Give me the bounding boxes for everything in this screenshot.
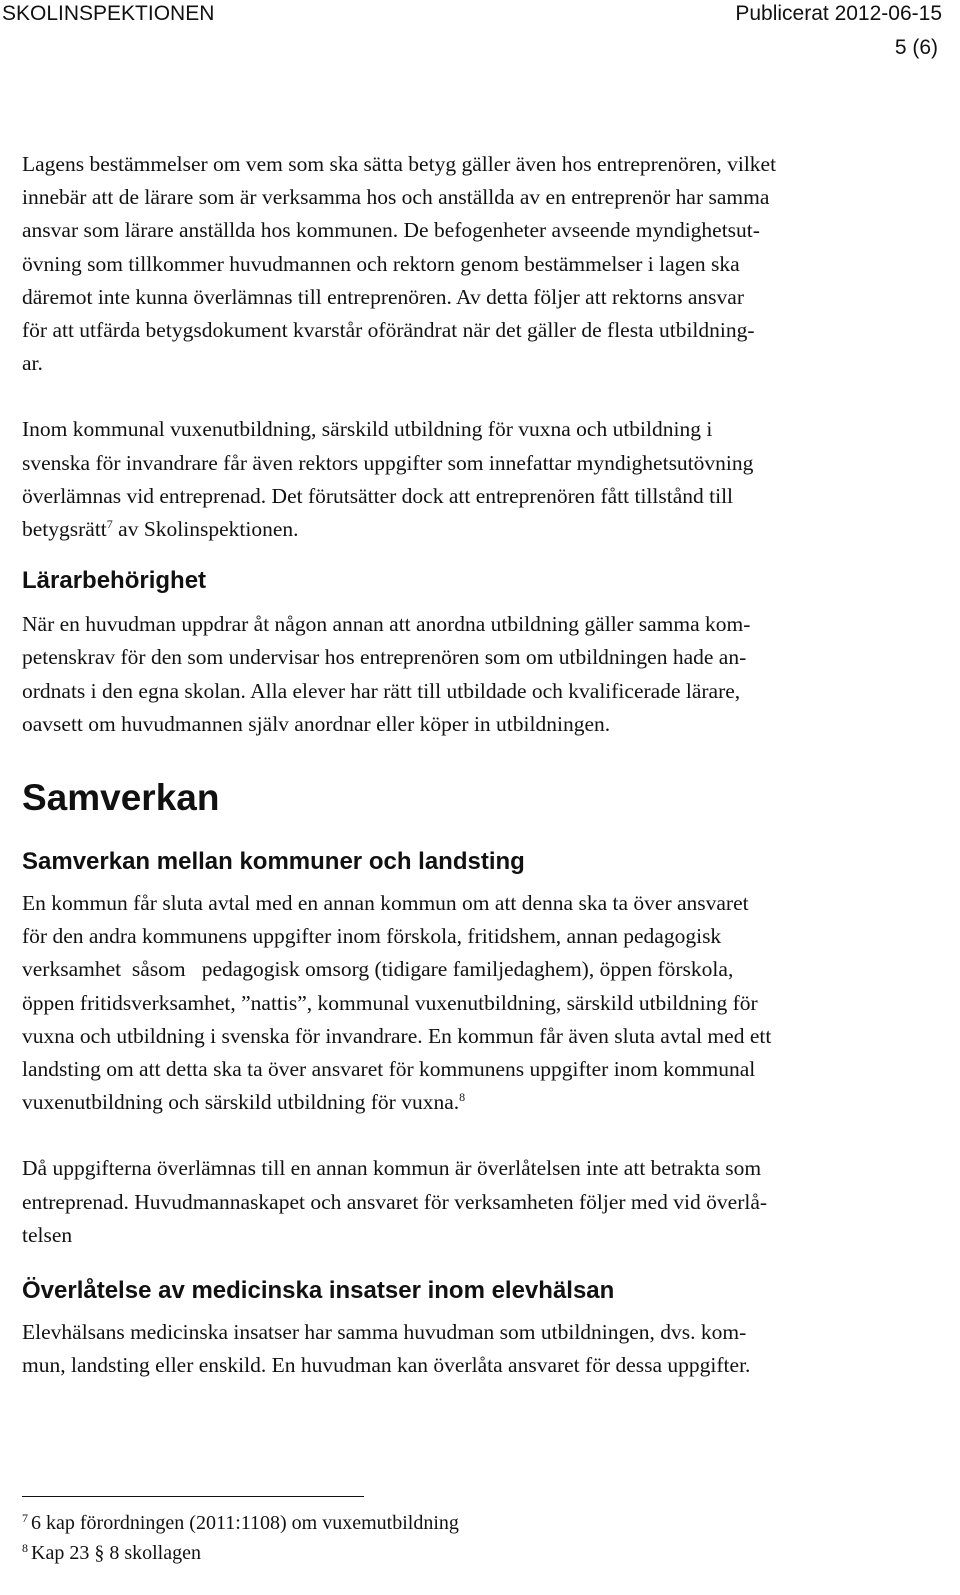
text-line: telsen (22, 1222, 73, 1247)
heading-municipal-cooperation: Samverkan mellan kommuner och landsting (22, 848, 525, 876)
text-line: vuxenutbildning och särskild utbildning för vuxna. (22, 1090, 460, 1115)
text-line: En kommun får sluta avtal med en annan kommun om att denna ska ta över ansvaret (22, 891, 749, 916)
text-line: landsting om att detta ska ta över ansvaret för kommunens uppgifter inom kommunal (22, 1057, 756, 1082)
footnote-separator (22, 1496, 364, 1497)
header-publication-date: Publicerat 2012-06-15 (735, 2, 942, 25)
paragraph-grading-rules (22, 148, 942, 380)
footnote-number: 8 (22, 1541, 28, 1555)
text-line: för den andra kommunens uppgifter inom förskola, fritidshem, annan pedagogisk (22, 924, 722, 949)
footnote-text: Kap 23 § 8 skollagen (31, 1542, 201, 1564)
text-line: mun, landsting eller enskild. En huvudman kan överlåta ansvaret för dessa uppgifter. (22, 1353, 751, 1378)
text-line: betygsrätt (22, 517, 107, 542)
heading-medical-services-transfer: Överlåtelse av medicinska insatser inom elevhälsan (22, 1277, 615, 1305)
footnote-text: 6 kap förordningen (2011:1108) om vuxemutbildning (31, 1512, 459, 1534)
text-line: av Skolinspektionen. (112, 517, 299, 542)
paragraph-teacher-qualification (22, 608, 942, 741)
heading-teacher-qualification: Lärarbehörighet (22, 567, 207, 595)
text-line: vuxna och utbildning i svenska för invandrare. En kommun får även sluta avtal med ett (22, 1023, 772, 1048)
heading-samverkan: Samverkan (22, 777, 220, 819)
text-line: överlämnas vid entreprenad. Det förutsätter dock att entreprenören fått tillstånd till (22, 483, 734, 508)
footnote-item (22, 1538, 922, 1568)
paragraph-adult-education (22, 413, 942, 546)
text-line: Lagens bestämmelser om vem som ska sätta betyg gäller även hos entreprenören, vilket (22, 152, 777, 176)
text-line: Då uppgifterna överlämnas till en annan kommun är överlåtelsen inte att betrakta som (22, 1156, 762, 1181)
header-page-number: 5 (6) (894, 36, 938, 59)
text-line: däremot inte kunna överlämnas till entreprenören. Av detta följer att rektorns ansvar (22, 284, 744, 309)
paragraph-municipal-agreements (22, 887, 942, 1119)
header-agency-name: SKOLINSPEKTIONEN (2, 2, 215, 25)
running-header (0, 0, 960, 60)
text-line: entreprenad. Huvudmannaskapet och ansvaret för verksamheten följer med vid överlå- (22, 1189, 768, 1214)
text-line: Inom kommunal vuxenutbildning, särskild utbildning för vuxna och utbildning i (22, 417, 713, 442)
text-line: verksamhet såsom pedagogisk omsorg (tidigare familjedaghem), öppen förskola, (22, 957, 734, 982)
text-line: Elevhälsans medicinska insatser har samma huvudman som utbildningen, dvs. kom- (22, 1320, 747, 1345)
text-line: innebär att de lärare som är verksamma hos och anställda av en entreprenör har samma (22, 185, 770, 210)
text-line: svenska för invandrare får även rektors uppgifter som innefattar myndighetsutövning (22, 450, 754, 475)
text-line: ordnats i den egna skolan. Alla elever har rätt till utbildade och kvalificerade lärare, (22, 678, 741, 703)
paragraph-medical-services (22, 1316, 942, 1382)
text-line: petenskrav för den som undervisar hos entreprenören som om utbildningen hade an- (22, 645, 747, 670)
main-content (22, 148, 942, 1382)
text-line: ansvar som lärare anställda hos kommunen. De befogenheter avseende myndighetsut- (22, 218, 760, 243)
text-line: övning som tillkommer huvudmannen och rektorn genom bestämmelser i lagen ska (22, 251, 740, 276)
text-line: oavsett om huvudmannen själv anordnar eller köper in utbildningen. (22, 711, 611, 736)
text-line: öppen fritidsverksamhet, ”nattis”, kommunal vuxenutbildning, särskild utbildning för (22, 990, 758, 1015)
footnote-reference[interactable]: 8 (459, 1090, 466, 1105)
text-line: När en huvudman uppdrar åt någon annan att anordna utbildning gäller samma kom- (22, 612, 751, 637)
footnote-reference[interactable]: 7 (106, 517, 113, 532)
footnotes (22, 1508, 922, 1568)
footnote-item (22, 1508, 922, 1538)
footnote-number: 7 (22, 1511, 28, 1525)
text-line: för att utfärda betygsdokument kvarstår oförändrat när det gäller de flesta utbildning- (22, 318, 755, 343)
text-line: ar. (22, 351, 43, 376)
paragraph-transfer-not-contracting (22, 1152, 942, 1252)
